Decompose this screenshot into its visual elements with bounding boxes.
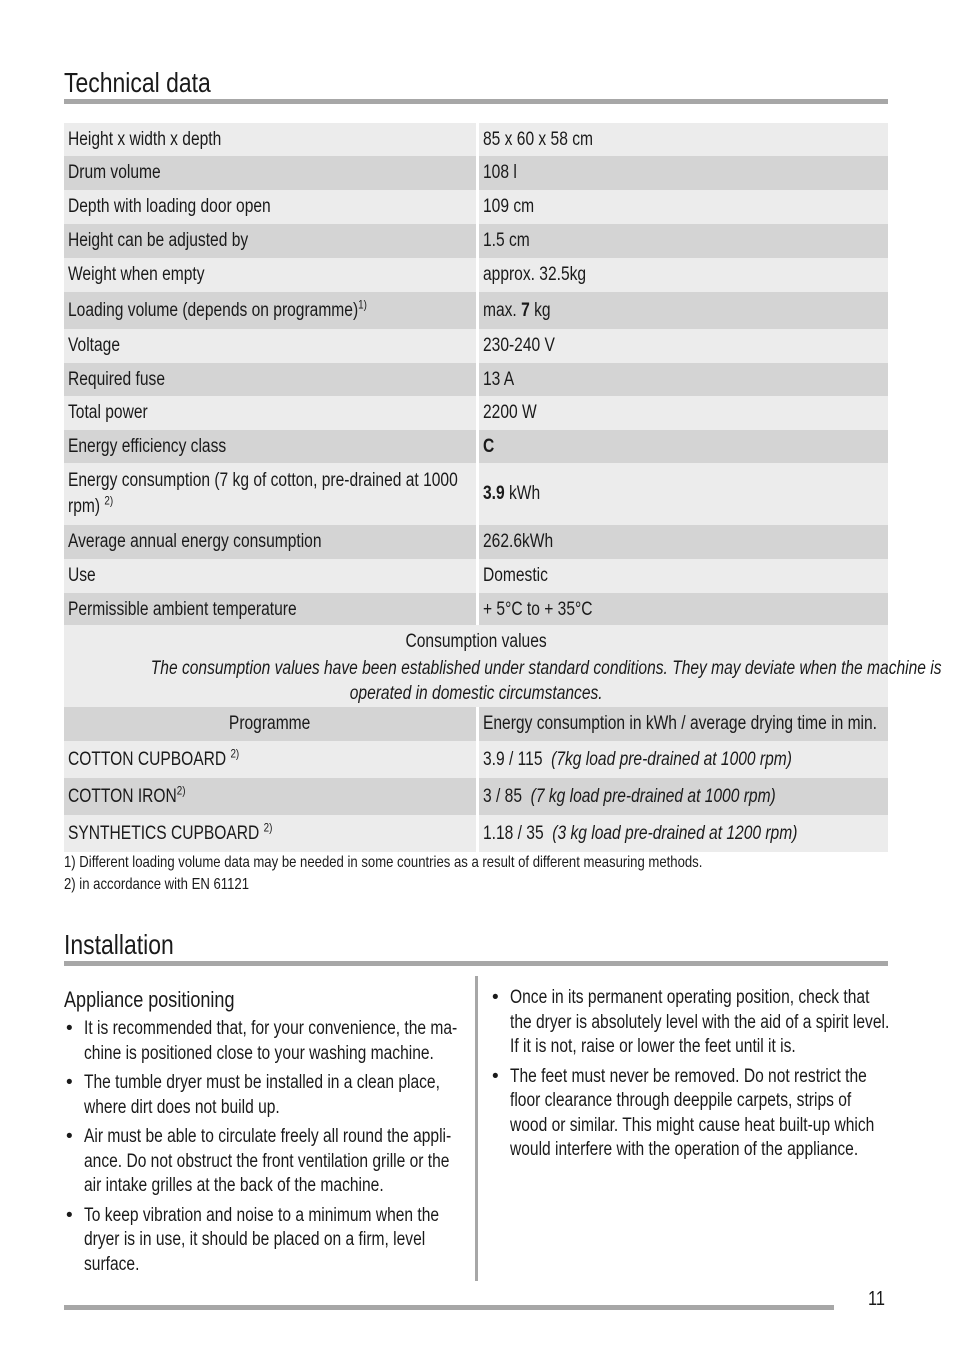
table-row: Energy efficiency class C [64, 430, 888, 463]
section-rule [64, 99, 888, 104]
table-row: Height x width x depth 85 x 60 x 58 cm [64, 123, 888, 156]
list-item: • The feet must never be removed. Do not restrict the floor clearance through deeppile carpets, strips of wood or similar. This might cause heat built-up which would interfere with the operation of the appliance. [492, 1065, 875, 1160]
table-row: Average annual energy consumption 262.6kWh [64, 525, 888, 559]
table-row: Weight when empty approx. 32.5kg [64, 258, 888, 292]
table-row: Energy consumption (7 kg of cotton, pre-drained at 1000 rpm) $^{2)}$ 3.9 kWh [64, 463, 888, 525]
consumption-values-block [64, 625, 942, 707]
table-row: Use Domestic [64, 559, 888, 593]
column-divider [475, 976, 478, 1281]
appliance-positioning-subtitle: Appliance positioning [64, 987, 235, 1012]
consumption-table [64, 707, 888, 852]
table-row: Depth with loading door open 109 cm [64, 190, 888, 224]
page-number: 11 [868, 1288, 886, 1310]
table-row: Required fuse 13 A [64, 363, 888, 396]
left-bullet-list [64, 1017, 464, 1277]
list-item: • The tumble dryer must be installed in a clean place, where dirt does not build up. [66, 1072, 440, 1118]
list-item: • Once in its permanent operating position, check that the dryer is absolutely level with the aid of a spirit level. If it is not, raise or lower the feet until it is. [492, 987, 890, 1057]
list-item: • It is recommended that, for your convenience, the ma- chine is positioned close to your washing machine. [66, 1018, 458, 1064]
installation-title: Installation [64, 929, 174, 960]
spec-table [64, 123, 888, 627]
installation-right-column [490, 976, 890, 1168]
consumption-heading: Consumption values [405, 631, 547, 652]
table-row: SYNTHETICS CUPBOARD $^{2)}$ 1.18 / 35 (3 kg load pre-drained at 1200 rpm) [64, 815, 888, 852]
footnote-1: 1) Different loading volume data may be needed in some countries as a result of different measuring methods. [64, 854, 703, 871]
table-row: Voltage 230-240 V [64, 329, 888, 363]
list-item: • Air must be able to circulate freely all round the appli- ance. Do not obstruct the front ventilation grille or the air intake grilles at the back of the machine. [66, 1126, 452, 1196]
list-item: • To keep vibration and noise to a minimum when the dryer is in use, it should be placed on a firm, level surface. [66, 1204, 440, 1275]
installation-left-column [64, 976, 464, 1282]
table-row: Height can be adjusted by 1.5 cm [64, 224, 888, 258]
table-row: Drum volume 108 l [64, 156, 888, 190]
footnote-2: 2) in accordance with EN 61121 [64, 876, 249, 893]
technical-data-title: Technical data [64, 67, 211, 98]
table-row: COTTON CUPBOARD $^{2)}$ 3.9 / 115 (7kg load pre-drained at 1000 rpm) [64, 741, 888, 778]
table-row: Total power 2200 W [64, 396, 888, 430]
table-row: Permissible ambient temperature + 5°C to + 35°C [64, 593, 888, 627]
consumption-note: The consumption values have been established under standard conditions. They may deviate when the machine is operated in domestic circumstances. [150, 658, 942, 704]
section-rule [64, 961, 888, 966]
table-row: Loading volume (depends on programme)$^{1)}$ max. 7 kg [64, 292, 888, 329]
table-row: COTTON IRON$^{2)}$ 3 / 85 (7 kg load pre-drained at 1000 rpm) [64, 778, 888, 815]
right-bullet-list [490, 986, 890, 1163]
footer-rule [64, 1305, 834, 1310]
table-header-row: Programme Energy consumption in kWh / average drying time in min. [64, 707, 888, 741]
footnotes [64, 852, 888, 896]
